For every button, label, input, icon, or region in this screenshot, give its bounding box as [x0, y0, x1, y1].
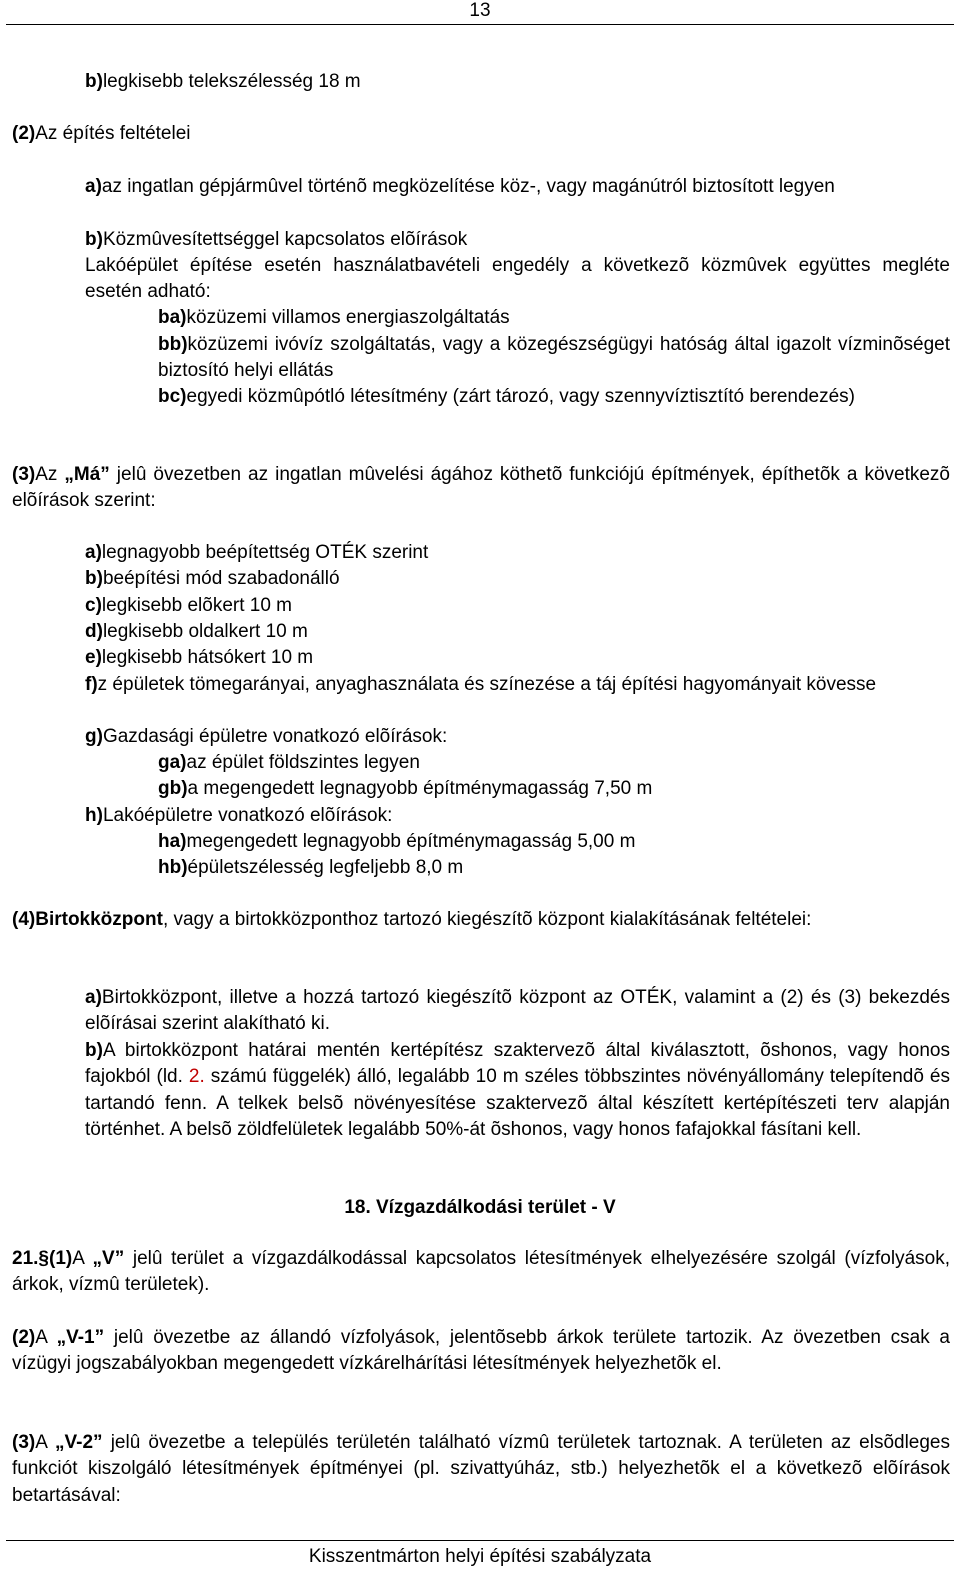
- item-text: Lakóépület építése esetén használatbavételi engedély a következõ közmûvek együttes megléte esetén adható:: [85, 255, 950, 303]
- paragraph-3-ma-zone: [12, 462, 950, 515]
- item-text: megengedett legnagyobb építménymagasság 5,00 m: [186, 831, 636, 852]
- paragraph-hb-width: [158, 855, 950, 881]
- paragraph-ba-electricity: [158, 305, 950, 331]
- paragraph-f-building-mass: [85, 672, 950, 698]
- paragraph-b-planting: [85, 1038, 950, 1143]
- item-text: egyedi közmûpótló létesítmény (zárt tározó, vagy szennyvíztisztító berendezés): [186, 386, 855, 407]
- footer-title: Kisszentmárton helyi építési szabályzata: [308, 1546, 652, 1567]
- item-text: közüzemi ivóvíz szolgáltatás, vagy a közegészségügyi hatóság által igazolt vízminõséget biztosító helyi ellátás: [158, 334, 950, 382]
- item-text: épületszélesség legfeljebb 8,0 m: [187, 857, 464, 878]
- item-mark: ha): [158, 831, 187, 852]
- item-mark: (2): [12, 123, 36, 144]
- item-mark: (2): [12, 1327, 36, 1348]
- item-mark: e): [85, 647, 102, 668]
- paragraph-4-farm-center: [12, 907, 950, 933]
- item-text: a megengedett legnagyobb építménymagasság 7,50 m: [187, 778, 653, 799]
- appendix-link[interactable]: 2.: [188, 1066, 205, 1088]
- paragraph-ga-ground-floor: [158, 750, 950, 776]
- item-text: z épületek tömegarányai, anyaghasználata és színezése a táj építési hagyományait kövesse: [97, 674, 877, 695]
- item-mark: f): [85, 674, 98, 695]
- item-mark: b): [85, 71, 103, 92]
- paragraph-bb-water: [158, 332, 950, 385]
- paragraph-e-rear-yard: [85, 645, 950, 671]
- item-pre: A: [72, 1248, 93, 1269]
- item-text: Birtokközpont, illetve a hozzá tartozó kiegészítõ központ az OTÉK, valamint a (2) és (3) bekezdés elõírásai szerint alakítható ki.: [85, 987, 950, 1035]
- item-mark: bc): [158, 386, 187, 407]
- section-sign: §: [38, 1248, 49, 1269]
- zone-term: „V”: [92, 1248, 125, 1269]
- paragraph-3-v2-zone: [12, 1430, 950, 1509]
- item-text: jelû övezetbe a település területén található vízmû területek tartoznak. A területen az elsõdleges funkciót kiszolgáló létesítmények építményei (pl. szivattyúház, stb.) helyezhetõk el a következõ elõírások betartásával:: [12, 1432, 950, 1506]
- item-mark: ba): [158, 307, 187, 328]
- item-mark: 21.: [12, 1248, 39, 1269]
- header-rule: [6, 24, 954, 25]
- section-heading: 18. Vízgazdálkodási terület - V: [344, 1197, 616, 1218]
- item-pre: A: [35, 1327, 57, 1348]
- item-pre: Az: [35, 464, 65, 485]
- paragraph-b-lot-width: [85, 69, 950, 95]
- item-mark: b): [85, 568, 103, 589]
- item-mark: (4)Birtokközpont: [12, 909, 163, 930]
- paragraph-2-conditions: [12, 121, 950, 147]
- item-text: az épület földszintes legyen: [186, 752, 420, 773]
- page-number: 13: [469, 0, 491, 21]
- item-mark: b): [85, 229, 103, 250]
- item-text: jelû övezetben az ingatlan mûvelési ágához köthetõ funkciójú építmények, építhetõk a következõ elõírások szerint:: [12, 464, 950, 512]
- item-text: legkisebb hátsókert 10 m: [101, 647, 314, 668]
- item-text: Gazdasági épületre vonatkozó elõírások:: [102, 726, 448, 747]
- item-text: legnagyobb beépítettség OTÉK szerint: [101, 542, 429, 563]
- item-text: az ingatlan gépjármûvel történõ megközelítése köz-, vagy magánútról biztosított legyen: [101, 176, 835, 197]
- item-text: A birtokközpont határai mentén kertépítész szaktervezõ által kiválasztott, õshonos, vagy honos fajokból (ld.: [85, 1040, 950, 1088]
- item-text: jelû övezetbe az állandó vízfolyások, jelentõsebb árkok területe tartozik. Az övezetben csak a vízügyi jogszabályokban megengedett vízkárelhárítási létesítmények helyezhetõk el.: [12, 1327, 951, 1375]
- paragraph-d-side-yard: [85, 619, 950, 645]
- paragraph-a-farm-center-rules: [85, 985, 950, 1038]
- item-text: Az építés feltételei: [35, 123, 191, 144]
- item-mark: bb): [158, 334, 188, 355]
- zone-term: „Má”: [64, 464, 110, 485]
- item-mark: hb): [158, 857, 188, 878]
- paragraph-g-farm-buildings: [85, 724, 950, 750]
- paragraph-gb-height: [158, 776, 950, 802]
- item-mark: g): [85, 726, 103, 747]
- zone-term: „V-2”: [55, 1432, 103, 1453]
- item-text: jelû terület a vízgazdálkodással kapcsolatos létesítmények elhelyezésére szolgál (vízfolyások, árkok, vízmû területek).: [12, 1248, 950, 1296]
- item-mark: b): [85, 1040, 103, 1061]
- paragraph-2-v1-zone: [12, 1325, 950, 1378]
- paragraph-b-utilities: [85, 227, 950, 253]
- item-mark: (3): [12, 1432, 36, 1453]
- footer-rule: [6, 1540, 954, 1541]
- paragraph-c-front-yard: [85, 593, 950, 619]
- item-mark: d): [85, 621, 103, 642]
- item-mark: gb): [158, 778, 188, 799]
- paragraph-21-1-v-zone: [12, 1246, 950, 1299]
- item-pre: A: [35, 1432, 56, 1453]
- item-text: közüzemi villamos energiaszolgáltatás: [186, 307, 510, 328]
- zone-term: „V-1”: [56, 1327, 105, 1348]
- item-mark: (3): [12, 464, 36, 485]
- paragraph-ha-height: [158, 829, 950, 855]
- paragraph-residential-permit: [85, 253, 950, 306]
- item-mark: a): [85, 176, 102, 197]
- paragraph-a-max-coverage: [85, 540, 950, 566]
- item-mark: a): [85, 542, 102, 563]
- paragraph-h-residential: [85, 803, 950, 829]
- item-mark: (1): [49, 1248, 73, 1269]
- item-text: legkisebb oldalkert 10 m: [102, 621, 308, 642]
- item-mark: ga): [158, 752, 187, 773]
- item-text: , vagy a birtokközponthoz tartozó kiegészítõ központ kialakításának feltételei:: [162, 909, 812, 930]
- item-text: legkisebb elõkert 10 m: [101, 595, 293, 616]
- item-mark: a): [85, 987, 102, 1008]
- item-text: számú függelék) álló, legalább 10 m széles többszintes növényállomány telepítendõ és tartandó fenn. A telkek belsõ növényesítése szaktervezõ által készített kertépítészeti terv alapján történhet. A belsõ zöldfelületek legalább 50%-át õshonos, vagy honos fafajokkal fásítani kell.: [85, 1066, 950, 1140]
- paragraph-b-building-mode: [85, 566, 950, 592]
- item-text: legkisebb telekszélesség 18 m: [102, 71, 361, 92]
- item-text: Lakóépületre vonatkozó elõírások:: [102, 805, 393, 826]
- item-mark: c): [85, 595, 102, 616]
- paragraph-a-vehicle-access: [85, 174, 950, 200]
- item-text: beépítési mód szabadonálló: [102, 568, 340, 589]
- item-mark: h): [85, 805, 103, 826]
- item-text: Közmûvesítettséggel kapcsolatos elõírások: [102, 229, 468, 250]
- paragraph-bc-sewage: [158, 384, 950, 410]
